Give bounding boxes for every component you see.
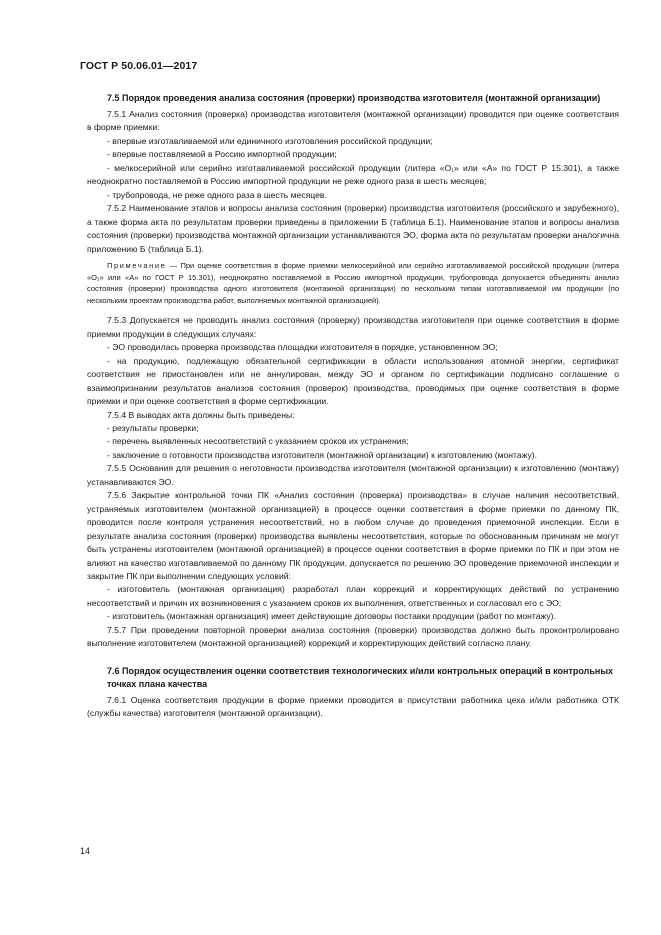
- paragraph-7-5-2: 7.5.2 Наименование этапов и вопросы анализа состояния (проверки) производства изготовителя (российского и зарубежного), а также форма акта по результатам проверки приведены в приложении Б (таблица Б.1). Наименование этапов и вопросы анализа состояния (проверки) производства монтажной организации устанавливаются ЭО, форма акта по результатам проверки аналогична приложению Б (таблица Б.1).: [87, 203, 619, 254]
- section-heading-7-6: 7.6 Порядок осуществления оценки соответствия технологических и/или контрольных операций в контрольных точках плана качества: [107, 665, 614, 689]
- paragraph-7-5-4: 7.5.4 В выводах акта должны быть приведены:: [107, 409, 295, 420]
- document-header: ГОСТ Р 50.06.01—2017: [80, 60, 198, 72]
- list-item: - трубопровода, не реже одного раза в шесть месяцев.: [107, 189, 327, 200]
- list-item: - перечень выявленных несоответствий с указанием сроков их устранения;: [107, 436, 409, 447]
- paragraph-7-6-1: 7.6.1 Оценка соответствия продукции в форме приемки проводится в присутствии работника цеха и/или работника ОТК (службы качества) изготовителя (монтажной организации).: [87, 694, 619, 719]
- section-heading-7-5: 7.5 Порядок проведения анализа состояния (проверки) производства изготовителя (монтажной организации): [107, 93, 601, 103]
- note-text: — При оценке соответствия в форме приемки мелкосерийной или серийно изготавливаемой российской продукции (литера «О₁» или «А» по ГОСТ Р 15.301), неоднократно поставляемой в Россию импортной продукции, трубопровода допускается объединять анализ состояния (проверки) производства одного изготовителя (монтажной организации) по нескольким типам изготавливаемой им продукции (по нескольким проектам производства работ, выполняемых монтажной организацией).: [87, 260, 619, 305]
- list-item: - мелкосерийной или серийно изготавливаемой российской продукции (литера «О₁» или «А» по ГОСТ Р 15.301), а также неоднократно поставляемой в Россию импортной продукции не реже одного раза в шесть месяцев;: [87, 162, 619, 187]
- page-number: 14: [80, 846, 91, 856]
- note-label: Примечание: [107, 260, 167, 270]
- document-body: [87, 92, 619, 721]
- list-item: - на продукцию, подлежащую обязательной сертификации в области использования атомной энергии, сертификат соответствия не приостановлен или не аннулирован, между ЭО и органом по сертификации подписано соглашение о взаимопризнании результатов анализов состояния (проверок) производства, проводимых при оценке соответствия в форме приемки и при оценке соответствия в форме сертификации.: [87, 355, 619, 407]
- list-item: - результаты проверки;: [107, 422, 199, 433]
- list-item: - заключение о готовности производства изготовителя (монтажной организации) к изготовлению (монтажу).: [107, 449, 538, 460]
- paragraph-7-5-1: 7.5.1 Анализ состояния (проверка) производства изготовителя (монтажной организации) проводится при оценке соответствия в форме приемки:: [87, 109, 619, 133]
- paragraph-7-5-7: 7.5.7 При проведении повторной проверки анализа состояния (проверки) производства должно быть проконтролировано выполнение изготовителем (монтажной организацией) коррекций и корректирующих действий согласно плану.: [87, 624, 619, 649]
- paragraph-7-5-3: 7.5.3 Допускается не проводить анализ состояния (проверку) производства изготовителя при оценке соответствия в форме приемки продукции в следующих случаях:: [87, 315, 619, 339]
- list-item: - впервые изготавливаемой или единичного изготовления российской продукции;: [107, 135, 433, 146]
- list-item: - ЭО проводилась проверка производства площадки изготовителя в порядке, установленном ЭО;: [107, 342, 498, 353]
- paragraph-7-5-5: 7.5.5 Основания для решения о неготовности производства изготовителя (монтажной организации) к изготовлению (монтажу) устанавливаются ЭО.: [87, 463, 619, 487]
- note: [87, 260, 619, 306]
- list-item: - изготовитель (монтажная организация) разработал план коррекций и корректирующих действий по устранению несоответствий и причин их возникновения с указанием сроков их выполнения, ответственных и согласовал его с ЭО;: [87, 584, 619, 608]
- paragraph-7-5-6: 7.5.6 Закрытие контрольной точки ПК «Анализ состояния (проверка) производства» в случае наличия несоответствий, устраняемых изготовителем (монтажной организацией) в процессе оценки соответствия в форме приемки по данному ПК, проводится после контроля устранения несоответствий, но в любом случае до проведения приемочной инспекции. Если в результате анализа состояния (проверки) производства выявлены несоответствия, которые по обоснованным причинам не могут быть устранены изготовителем (монтажной организацией) в процессе оценки соответствия в форме приемки по ПК и при этом не влияют на качество изготавливаемой по данному ПК продукции, допускается по решению ЭО проведение приемочной инспекции и закрытие ПК при выполнении следующих условий:: [87, 490, 619, 581]
- list-item: - изготовитель (монтажная организация) имеет действующие договоры поставки продукции (работ по монтажу).: [107, 611, 556, 622]
- list-item: - впервые поставляемой в Россию импортной продукции;: [107, 149, 337, 160]
